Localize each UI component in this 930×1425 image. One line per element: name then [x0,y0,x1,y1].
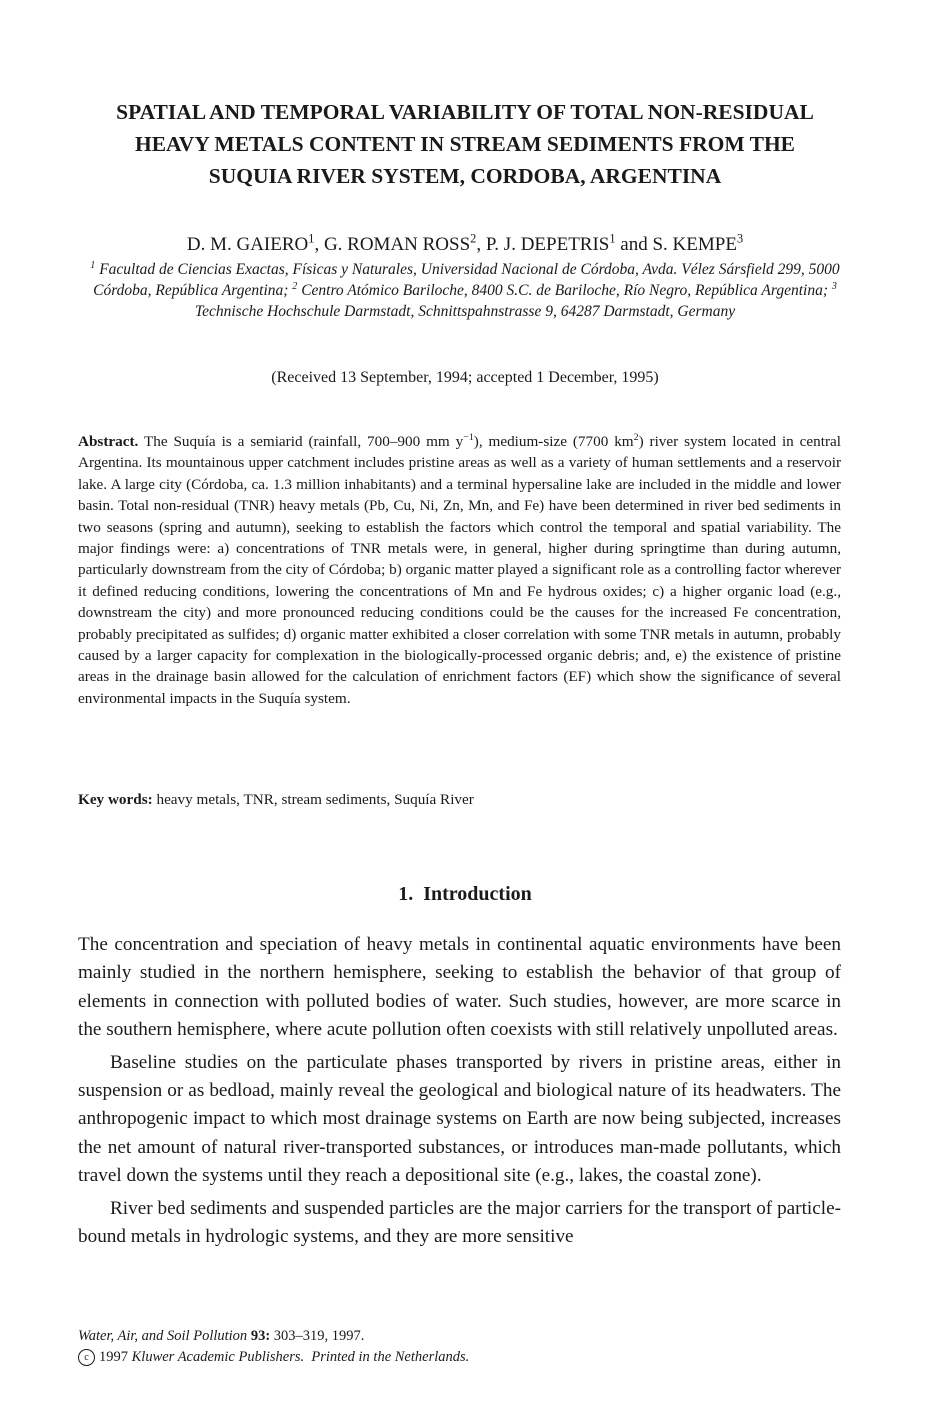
journal-volume: 93: [250,1328,271,1344]
section-heading [70,880,860,908]
affil-mark: 3 [831,280,837,292]
copyright-line [78,1347,678,1368]
author-name: G. ROMAN ROSS [323,234,471,255]
keywords-label: Key words: [78,791,153,808]
title-line: SUQUIA RIVER SYSTEM, CORDOBA, ARGENTINA [208,164,722,188]
author-affil-mark: 2 [470,231,477,246]
author-list [70,232,860,258]
keywords [78,789,841,811]
abstract-text: ) river system located in central Argentina. Its mountainous upper catchment includes pristine areas as well as a variety of human settlements and a reservoir lake. A large city (Córdoba, ca. 1.3 million inhabitants) and a terminal hypersaline lake are included in the middle and lower basin. Total non-residual (TNR) heavy metals (Pb, Cu, Ni, Zn, Mn, and Fe) have been determined in river bed sediments in two seasons (spring and autumn), seeking to establish the factors which control the temporal and spatial variability. The major findings were: a) concentrations of TNR metals were, in general, higher during springtime than during autumn, particularly downstream from the city of Córdoba; b) organic matter played a significant role as a controlling factor wherever it defined reducing conditions, lowering the concentrations of Mn and Fe hydrous oxides; c) a higher organic load (e.g., downstream the city) and more pronounced reducing conditions could be the causes for the increased Fe concentration, probably precipitated as sulfides; d) organic matter exhibited a closer correlation with some TNR metals in autumn, probably caused by a larger capacity for complexation in the biologically-processed organic debris; and, e) the existence of pristine areas in the drainage basin allowed for the calculation of enrichment factors (EF) which show the significance of several environmental impacts in the Suquía system. [78,433,841,707]
body-paragraph: River bed sediments and suspended particles are the major carriers for the transport of particle-bound metals in hydrologic systems, and they are more sensitive [78,1197,841,1248]
abstract-superscript: −1 [463,431,474,443]
affiliation-text: Centro Atómico Bariloche, 8400 S.C. de Bariloche, Río Negro, República Argentina; [301,282,828,299]
journal-pages: 303–319, 1997. [270,1328,365,1344]
affiliation-text: Facultad de Ciencias Exactas, Físicas y Naturales, Universidad Nacional de Córdoba, Avda. Vélez Sársfield 299, 5000 Córdoba, República Argentina; [93,261,840,299]
author-separator: , [314,234,324,255]
author-affil-mark: 3 [736,231,744,246]
abstract-label: Abstract. [78,433,139,450]
abstract [78,431,841,709]
body-paragraph: Baseline studies on the particulate phases transported by rivers in pristine areas, either in suspension or as bedload, mainly reveal the geological and biological nature of its headwaters. The anthropogenic impact to which most drainage systems on Earth are now being subjected, increases the net amount of natural river-transported substances, or introduces man-made pollutants, which travel down the systems until they reach a depositional site (e.g., lakes, the coastal zone). [78,1051,841,1187]
author-separator: and [615,234,653,255]
copyright-year: 1997 [99,1349,128,1365]
copyright-icon: c [78,1349,95,1366]
author-affil-mark: 1 [609,231,616,246]
affil-mark: 1 [90,259,96,271]
section-number: 1. [398,883,414,905]
author-name: D. M. GAIERO [186,234,309,255]
title-line: SPATIAL AND TEMPORAL VARIABILITY OF TOTAL NON-RESIDUAL [116,100,814,124]
section-title: Introduction [423,883,532,905]
abstract-text: ), medium-size (7700 km [473,433,634,450]
abstract-superscript: 2 [633,431,639,443]
title-line: HEAVY METALS CONTENT IN STREAM SEDIMENTS FROM THE [134,132,796,156]
author-name: P. J. DEPETRIS [485,234,610,255]
paper-title [70,96,860,192]
introduction-body [78,931,841,1255]
printed-location: Printed in the Netherlands. [311,1349,470,1365]
author-separator: , [476,234,486,255]
affiliations [72,259,858,322]
keywords-text: heavy metals, TNR, stream sediments, Suquía River [156,791,474,808]
journal-name: Water, Air, and Soil Pollution [78,1328,248,1344]
body-paragraph: The concentration and speciation of heavy metals in continental aquatic environments have been mainly studied in the northern hemisphere, seeking to establish the behavior of that group of elements in connection with polluted bodies of water. Such studies, however, are more scarce in the southern hemisphere, where acute pollution often coexists with still relatively unpolluted areas. [78,934,841,1041]
citation-line [78,1326,678,1347]
received-dates: (Received 13 September, 1994; accepted 1 December, 1995) [271,369,659,386]
author-name: S. KEMPE [652,234,737,255]
author-affil-mark: 1 [308,231,315,246]
page-footer [78,1326,678,1368]
abstract-text: The Suquía is a semiarid (rainfall, 700–900 mm y [143,433,464,450]
affiliation-text: Technische Hochschule Darmstadt, Schnittspahnstrasse 9, 64287 Darmstadt, Germany [194,303,736,320]
publisher-name: Kluwer Academic Publishers. [131,1349,305,1365]
affil-mark: 2 [292,280,298,292]
